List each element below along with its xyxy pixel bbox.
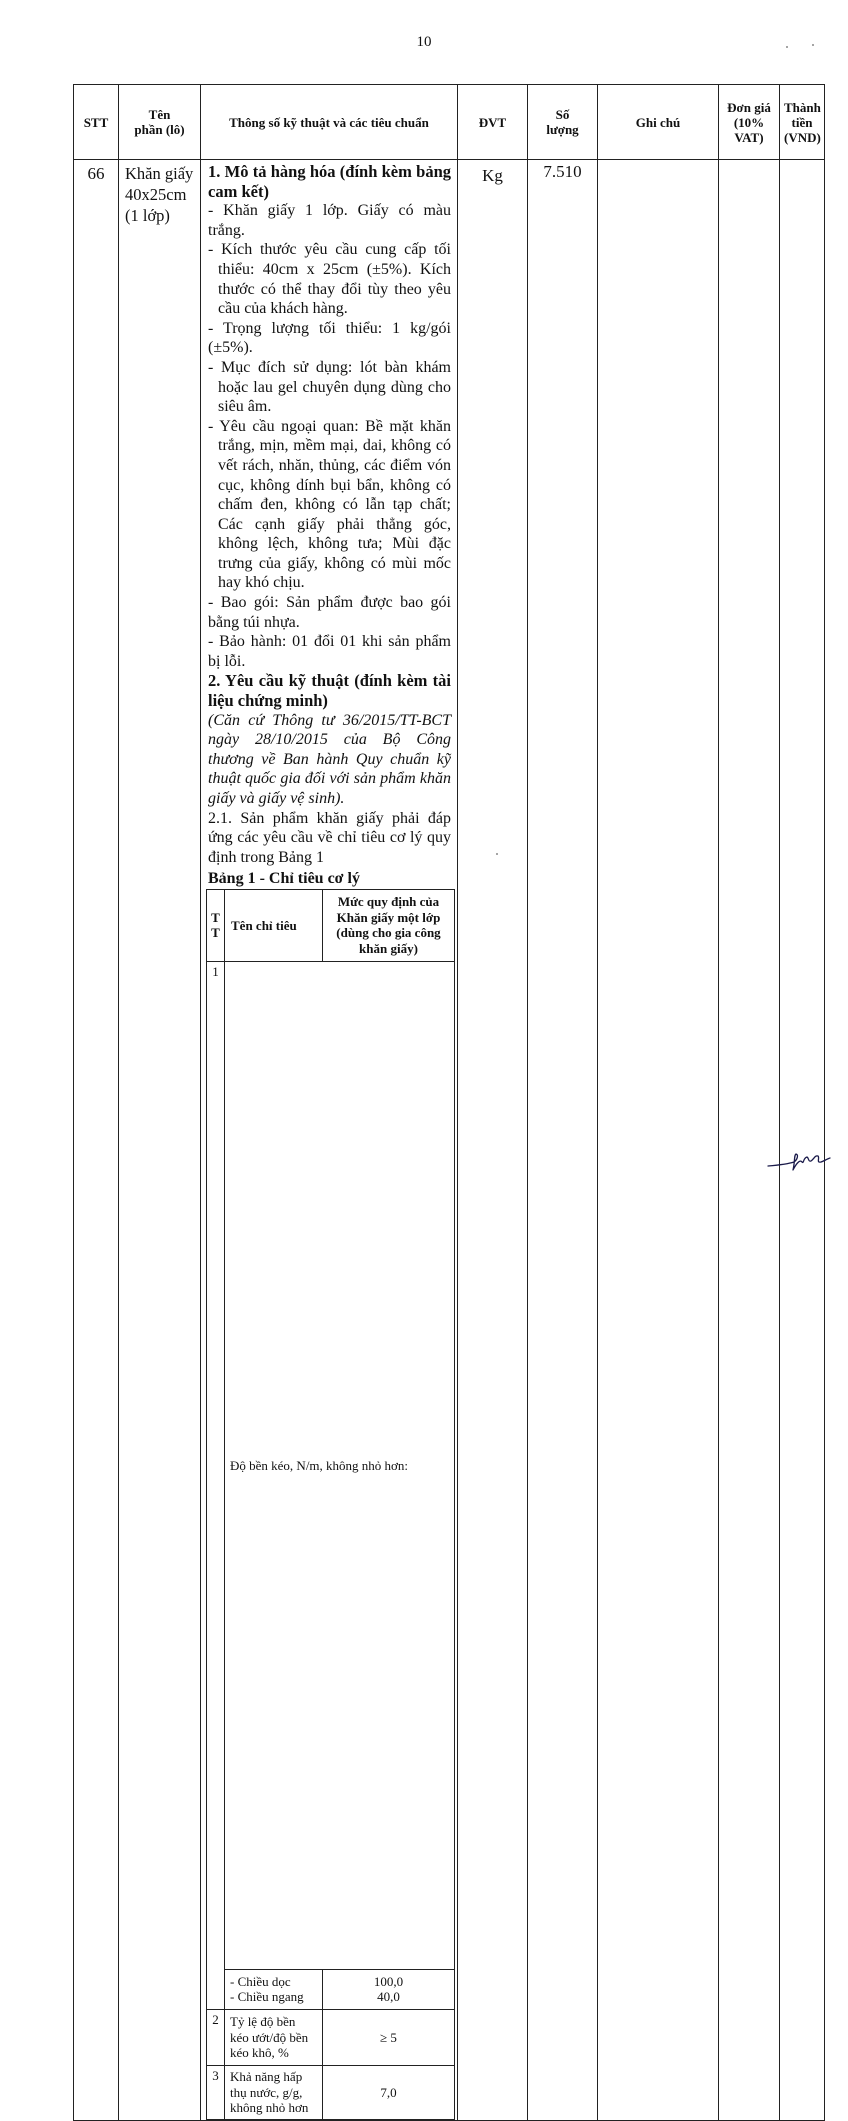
row-total bbox=[780, 160, 825, 2121]
header-total: Thành tiền (VND) bbox=[780, 85, 825, 160]
subtable-row-name: Độ bền kéo, N/m, không nhỏ hơn: bbox=[225, 961, 455, 1969]
section2-title: 2. Yêu cầu kỹ thuật (đính kèm tài liệu chứng minh) bbox=[208, 671, 451, 711]
subtable-row bbox=[207, 2009, 455, 2065]
header-spec: Thông số kỹ thuật và các tiêu chuẩn bbox=[201, 85, 458, 160]
subtable-header-level: Mức quy định của Khăn giấy một lớp (dùng cho gia công khăn giấy) bbox=[323, 889, 455, 961]
spec-item: - Bao gói: Sản phẩm được bao gói bằng túi nhựa. bbox=[208, 594, 451, 631]
subtable-value: 100,0 bbox=[373, 1973, 404, 1989]
header-unit: ĐVT bbox=[458, 85, 528, 160]
row-quantity: 7.510 bbox=[528, 160, 598, 2121]
subtable-subrows bbox=[225, 1969, 323, 2009]
signature-initials bbox=[766, 1142, 832, 1178]
table-row bbox=[74, 160, 825, 2121]
subtable-row-number: 1 bbox=[207, 961, 225, 2009]
spec-item: - Bảo hành: 01 đổi 01 khi sản phẩm bị lỗi. bbox=[208, 633, 451, 670]
table1-caption: Bảng 1 - Chỉ tiêu cơ lý bbox=[208, 870, 360, 888]
row-stt: 66 bbox=[74, 160, 119, 2121]
section2-1: 2.1. Sản phẩm khăn giấy phải đáp ứng các yêu cầu về chỉ tiêu cơ lý quy định trong Bảng 1 bbox=[208, 809, 451, 866]
spec-item: - Kích thước yêu cầu cung cấp tối thiểu: 40cm x 25cm (±5%). Kích thước có thể thay đổi tùy theo yêu cầu của khách hàng. bbox=[208, 241, 451, 318]
subtable-row-number: 2 bbox=[207, 2009, 225, 2065]
subtable-value: ≥ 5 bbox=[323, 2009, 455, 2065]
page-number: 10 bbox=[416, 34, 432, 50]
subtable-value: 7,0 bbox=[323, 2065, 455, 2119]
subtable-header-row bbox=[207, 889, 455, 961]
header-name: Tên phần (lô) bbox=[119, 85, 201, 160]
subtable-subrow-label: - Chiều ngang bbox=[230, 1989, 304, 2005]
physical-criteria-table bbox=[206, 889, 455, 2120]
spec-item: - Khăn giấy 1 lớp. Giấy có màu trắng. bbox=[208, 202, 451, 239]
header-stt: STT bbox=[74, 85, 119, 160]
subtable-subrow-label: - Chiều dọc bbox=[230, 1973, 291, 1989]
header-note: Ghi chú bbox=[598, 85, 719, 160]
spec-item: - Mục đích sử dụng: lót bàn khám hoặc lau gel chuyên dụng dùng cho siêu âm. bbox=[208, 358, 451, 416]
subtable-row-name: Tỷ lệ độ bền kéo ướt/độ bền kéo khô, % bbox=[225, 2009, 323, 2065]
scan-speck bbox=[786, 46, 788, 48]
row-unit-price bbox=[719, 160, 780, 2121]
spec-item: - Trọng lượng tối thiểu: 1 kg/gói (±5%). bbox=[208, 319, 451, 357]
subtable-header-tt: T T bbox=[207, 889, 225, 961]
subtable-row-number: 3 bbox=[207, 2065, 225, 2119]
table-header-row bbox=[74, 85, 825, 160]
header-price: Đơn giá (10% VAT) bbox=[719, 85, 780, 160]
row-note bbox=[598, 160, 719, 2121]
subtable-values bbox=[323, 1969, 455, 2009]
subtable-value: 40,0 bbox=[377, 1989, 400, 2005]
section1-title: 1. Mô tả hàng hóa (đính kèm bảng cam kết) bbox=[208, 162, 451, 201]
scan-speck bbox=[496, 853, 498, 855]
subtable-row bbox=[207, 2065, 455, 2119]
scan-speck bbox=[812, 44, 814, 46]
procurement-table bbox=[73, 84, 825, 2121]
row-item-name: Khăn giấy 40x25cm (1 lớp) bbox=[119, 160, 201, 2121]
subtable-row bbox=[207, 961, 455, 1969]
spec-item: - Yêu cầu ngoại quan: Bề mặt khăn trắng, mịn, mềm mại, dai, không có vết rách, nhăn, thủng, các điểm vón cục, không dính bụi bẩn, không có chấm đen, không có lẫn tạp chất; Các cạnh giấy phải thẳng góc, không lệch, không tưa; Mùi đặc trưng của giấy, không có mùi mốc hay khó chịu. bbox=[208, 417, 451, 592]
subtable-row-name: Khả năng hấp thụ nước, g/g, không nhỏ hơn bbox=[225, 2065, 323, 2119]
header-qty: Số lượng bbox=[528, 85, 598, 160]
section2-basis: (Căn cứ Thông tư 36/2015/TT-BCT ngày 28/10/2015 của Bộ Công thương về Ban hành Quy chuẩn kỹ thuật quốc gia đối với sản phẩm khăn giấy và giấy vệ sinh). bbox=[208, 711, 451, 807]
subtable-row bbox=[207, 1969, 455, 2009]
row-unit: Kg bbox=[458, 160, 528, 2121]
row-spec bbox=[201, 160, 458, 2121]
subtable-header-name: Tên chỉ tiêu bbox=[225, 889, 323, 961]
